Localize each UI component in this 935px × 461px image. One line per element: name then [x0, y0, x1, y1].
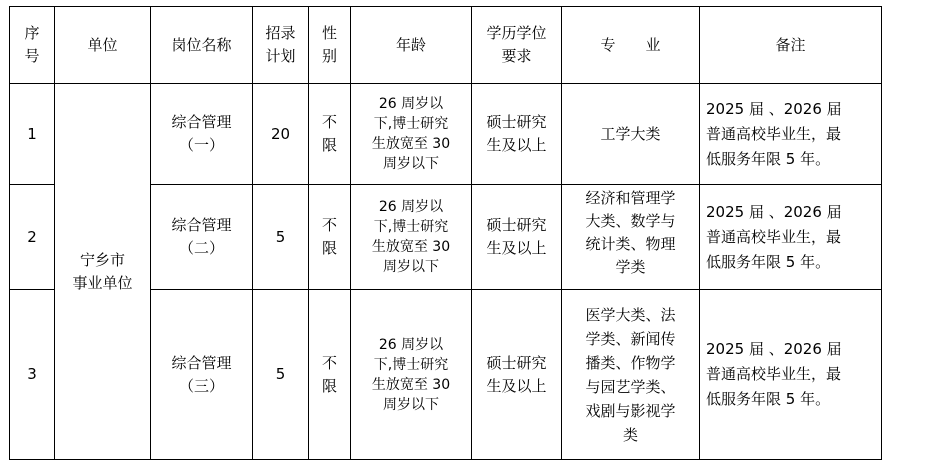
header-major: 专 业: [562, 7, 700, 84]
education-requirement: 硕士研究 生及以上: [472, 290, 562, 460]
unit-name: 宁乡市 事业单位: [55, 84, 151, 460]
notes: 2025 届 、2026 届 普通高校毕业生，最 低服务年限 5 年。: [700, 84, 882, 185]
age-requirement: 26 周岁以 下,博士研究 生放宽至 30 周岁以下: [351, 290, 472, 460]
header-age: 年龄: [351, 7, 472, 84]
gender: 不 限: [309, 290, 351, 460]
quota: 20: [253, 84, 309, 185]
education-requirement: 硕士研究 生及以上: [472, 185, 562, 290]
header-gender: 性 别: [309, 7, 351, 84]
table-row: [10, 84, 882, 185]
age-requirement: 26 周岁以 下,博士研究 生放宽至 30 周岁以下: [351, 185, 472, 290]
education-requirement: 硕士研究 生及以上: [472, 84, 562, 185]
header-index: 序 号: [10, 7, 55, 84]
header-position: 岗位名称: [151, 7, 253, 84]
major-requirement: 工学大类: [562, 84, 700, 185]
row-index: 2: [10, 185, 55, 290]
quota: 5: [253, 185, 309, 290]
position-name: 综合管理 （二）: [151, 185, 253, 290]
header-quota: 招录 计划: [253, 7, 309, 84]
notes: 2025 届 、2026 届 普通高校毕业生，最 低服务年限 5 年。: [700, 290, 882, 460]
header-unit: 单位: [55, 7, 151, 84]
header-notes: 备注: [700, 7, 882, 84]
row-index: 1: [10, 84, 55, 185]
row-index: 3: [10, 290, 55, 460]
quota: 5: [253, 290, 309, 460]
position-name: 综合管理 （三）: [151, 290, 253, 460]
position-name: 综合管理 （一）: [151, 84, 253, 185]
major-requirement: 医学大类、法 学类、新闻传 播类、作物学 与园艺学类、 戏剧与影视学 类: [562, 290, 700, 460]
notes: 2025 届 、2026 届 普通高校毕业生，最 低服务年限 5 年。: [700, 185, 882, 290]
header-education: 学历学位 要求: [472, 7, 562, 84]
recruitment-table: [9, 6, 882, 460]
gender: 不 限: [309, 185, 351, 290]
header-row: [10, 7, 882, 84]
gender: 不 限: [309, 84, 351, 185]
major-requirement: 经济和管理学 大类、数学与 统计类、物理 学类: [562, 185, 700, 290]
age-requirement: 26 周岁以 下,博士研究 生放宽至 30 周岁以下: [351, 84, 472, 185]
